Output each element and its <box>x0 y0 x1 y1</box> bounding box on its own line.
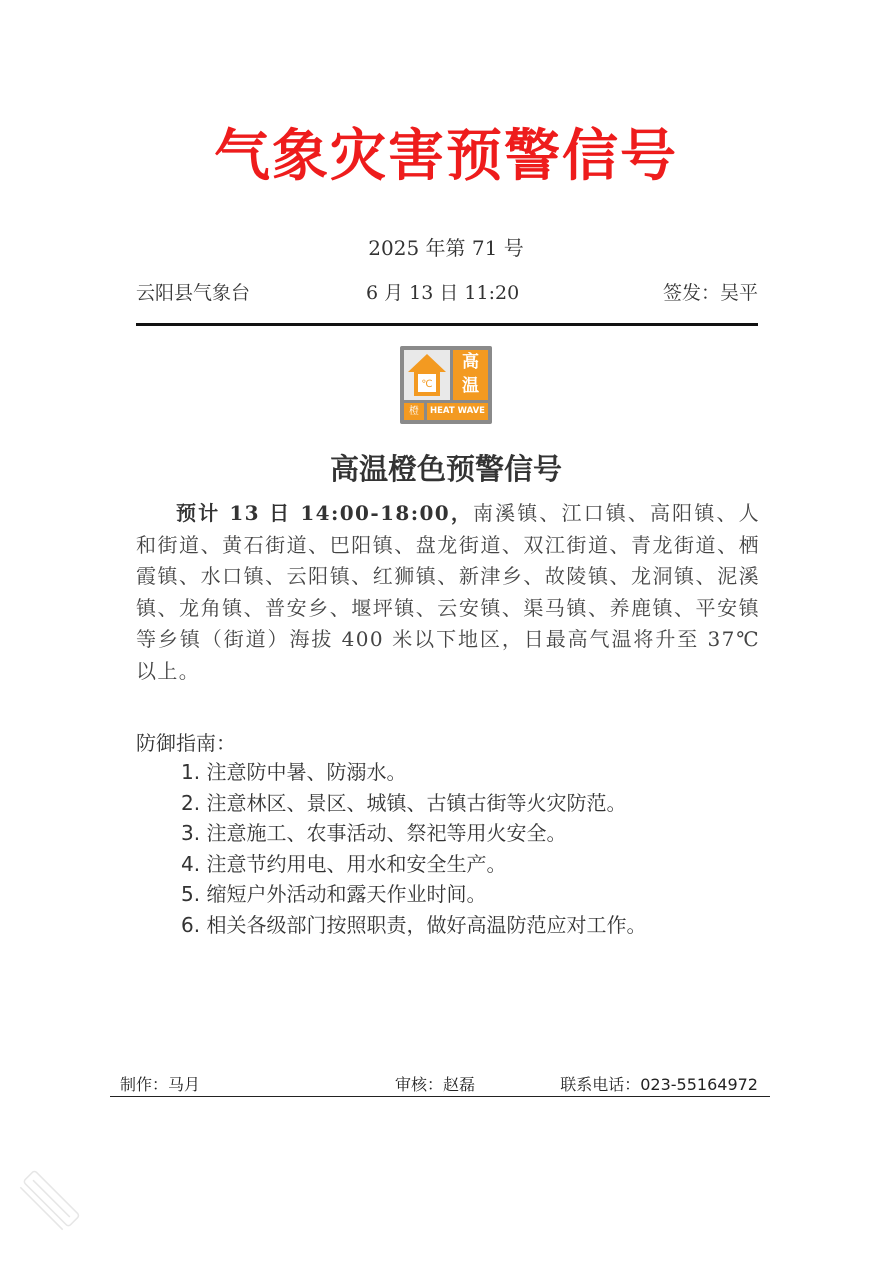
issue-datetime: 6 月 13 日 11:20 <box>366 282 520 304</box>
thermometer-house-icon <box>404 350 450 400</box>
list-item: 4. 注意节约用电、用水和安全生产。 <box>181 851 507 876</box>
signal-content <box>136 498 760 687</box>
signal-level: 橙 <box>404 403 424 420</box>
meta-row <box>136 278 758 304</box>
list-item: 1. 注意防中暑、防溺水。 <box>181 760 407 784</box>
footer <box>120 1072 758 1094</box>
issuing-org: 云阳县气象台 <box>136 282 251 304</box>
header-divider <box>136 323 758 326</box>
list-item: 3. 注意施工、农事活动、祭祀等用火安全。 <box>181 821 567 845</box>
watermark-logo-icon <box>10 1150 90 1250</box>
signal-lead: 预计 13 日 14:00-18:00， <box>176 501 473 525</box>
footer-reviewer: 审核：赵磊 <box>395 1075 476 1094</box>
signer: 签发：吴平 <box>662 282 758 304</box>
temp-symbol: ℃ <box>421 379 433 390</box>
list-item: 6. 相关各级部门按照职责，做好高温防范应对工作。 <box>181 912 647 937</box>
signal-english: HEAT WAVE <box>427 403 488 420</box>
footer-divider <box>110 1096 770 1097</box>
guide-list <box>181 757 761 940</box>
issue-number: 2025 年第 71 号 <box>368 236 524 260</box>
heat-wave-orange-signal-icon <box>400 346 492 424</box>
signal-chars <box>453 350 488 400</box>
footer-maker: 制作：马月 <box>120 1075 201 1094</box>
signal-title: 高温橙色预警信号 <box>329 452 562 486</box>
footer-phone: 联系电话：023-55164972 <box>560 1075 758 1094</box>
page-title: 气象灾害预警信号 <box>214 123 678 189</box>
signal-char-2: 温 <box>462 376 479 396</box>
list-item: 2. 注意林区、景区、城镇、古镇古街等火灾防范。 <box>181 790 627 815</box>
signal-body: 南溪镇、江口镇、高阳镇、人和街道、黄石街道、巴阳镇、盘龙街道、双江街道、青龙街道、栖霞镇、水口镇、云阳镇、红狮镇、新津乡、故陵镇、龙洞镇、泥溪镇、龙角镇、普安乡、堰坪镇、云安镇、渠马镇、养鹿镇、平安镇等乡镇（街道）海拔 400 米以下地区，日最高气温将升至 37℃以上。 <box>136 501 760 683</box>
list-item: 5. 缩短户外活动和露天作业时间。 <box>181 882 487 906</box>
signal-char-1: 高 <box>462 352 479 372</box>
guide-heading: 防御指南： <box>136 731 236 755</box>
